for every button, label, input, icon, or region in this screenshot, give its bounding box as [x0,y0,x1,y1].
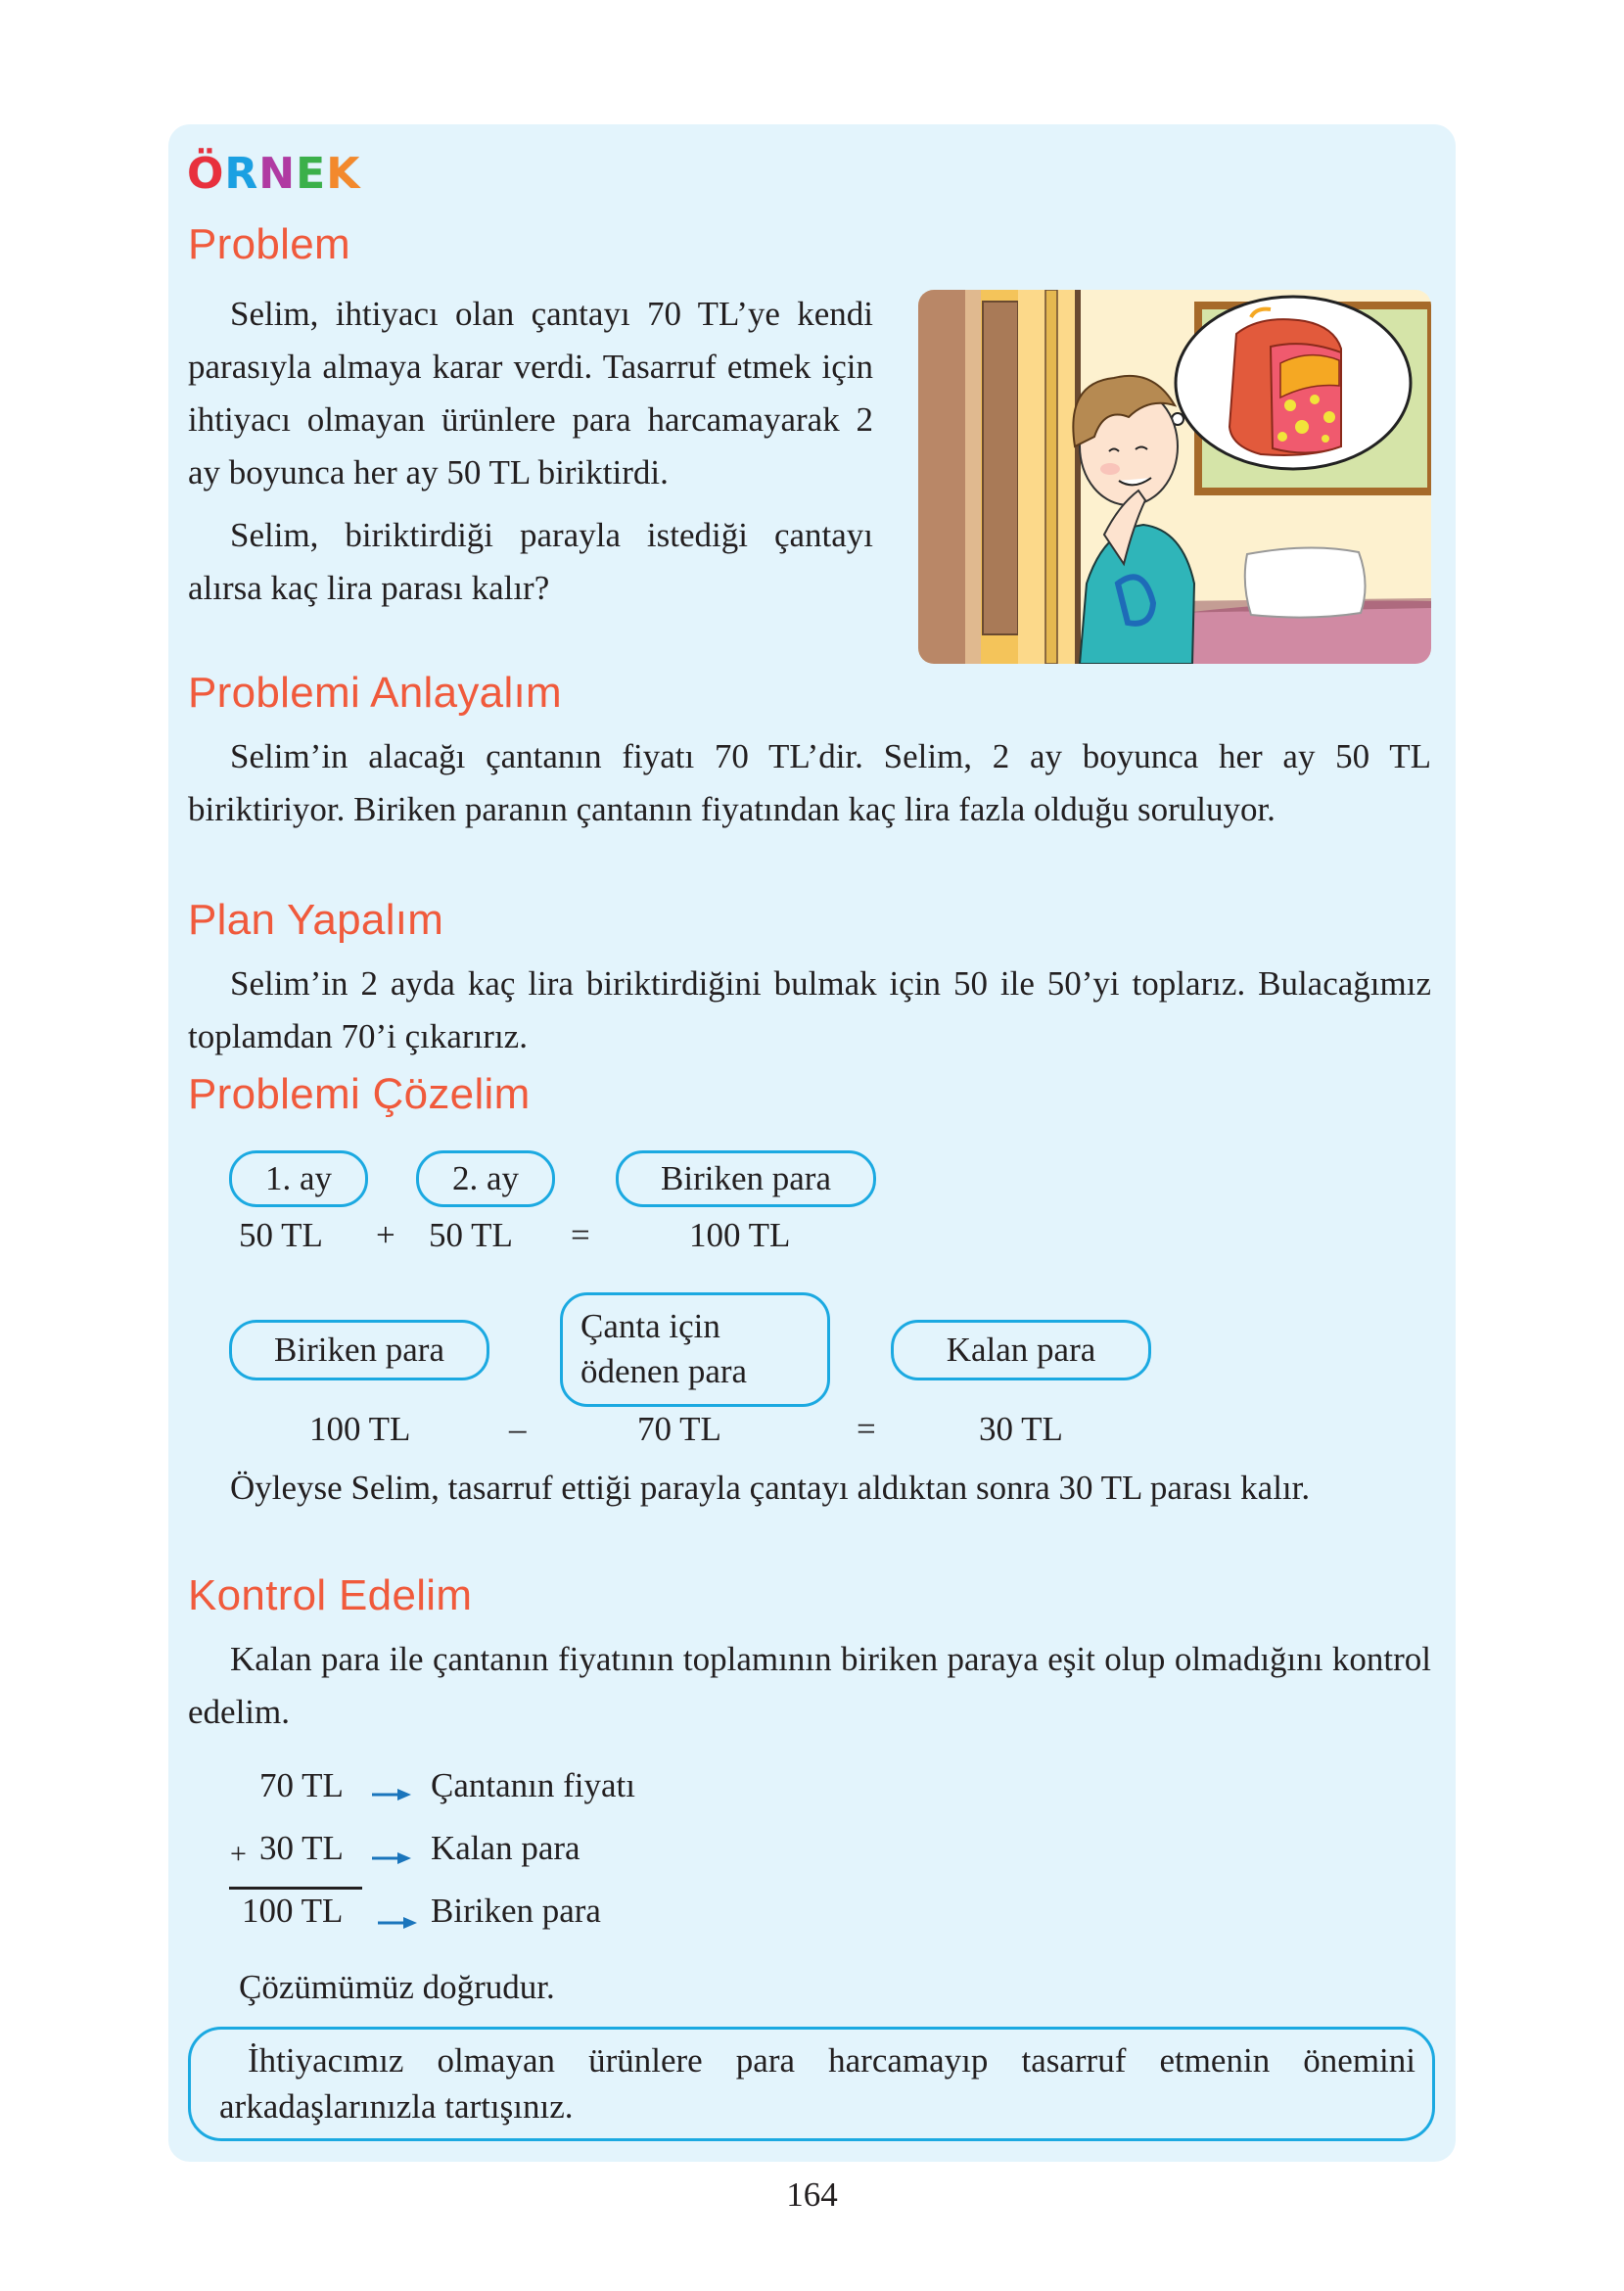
example-label-letter: Ö [187,149,225,199]
arrow-right-icon [372,1850,411,1866]
check-result: Çözümümüz doğrudur. [239,1968,555,2006]
discussion-note-text: İhtiyacımız olmayan ürünlere para harcamayıp tasarruf etmenin önemini arkadaşlarınızla tartışınız. [219,2041,1415,2126]
value-saved-total: 100 TL [689,1216,791,1254]
example-label-letter: N [258,149,297,199]
label-bubble-month-1: 1. ay [229,1150,368,1207]
check-value-bag-price: 70 TL [259,1766,344,1804]
label-bubble-saved-money: Biriken para [229,1320,489,1380]
value-saved-total: 100 TL [309,1410,411,1448]
check-desc-saved: Biriken para [431,1892,601,1930]
minus-operator: – [509,1410,527,1448]
arrow-right-icon [372,1787,411,1802]
example-label-letter: K [326,149,361,199]
plan-paragraph: Selim’in 2 ayda kaç lira biriktirdiğini bulmak için 50 ile 50’yi toplarız. Bulacağımız toplamdan 70’i çıkarırız. [188,964,1431,1055]
problem-text [188,288,873,615]
page-number: 164 [786,2175,838,2214]
label-bubble-remaining-money: Kalan para [891,1320,1151,1380]
heading-understand: Problemi Anlayalım [188,669,562,717]
example-label [187,147,360,202]
heading-check: Kontrol Edelim [188,1571,473,1619]
check-desc-remaining: Kalan para [431,1829,580,1867]
plus-operator: + [376,1216,395,1254]
heading-problem: Problem [188,220,350,268]
check-plus-sign: + [230,1838,247,1870]
check-paragraph: Kalan para ile çantanın fiyatının toplamının biriken paraya eşit olup olmadığını kontrol edelim. [188,1640,1431,1731]
value-month-2: 50 TL [429,1216,513,1254]
equals-operator: = [857,1410,876,1448]
illustration-image-icon [918,290,1431,664]
bag-payment-line-2: ödenen para [580,1352,748,1390]
label-bubble-month-2: 2. ay [416,1150,555,1207]
understand-text [188,730,1431,836]
bag-payment-line-1: Çanta için [580,1307,720,1345]
value-remaining: 30 TL [979,1410,1063,1448]
example-label-letter: R [224,149,259,199]
solve-conclusion [188,1465,1431,1511]
arrow-right-icon [378,1915,417,1931]
equals-operator: = [571,1216,590,1254]
value-month-1: 50 TL [239,1216,323,1254]
problem-paragraph: Selim, ihtiyacı olan çantayı 70 TL’ye kendi parasıyla almaya karar verdi. Tasarruf etmek için ihtiyacı olmayan ürünlere para harcamayarak 2 ay boyunca her ay 50 TL biriktirdi. [188,295,873,491]
understand-paragraph: Selim’in alacağı çantanın fiyatı 70 TL’dir. Selim, 2 ay boyunca her ay 50 TL biriktiriyor. Biriken paranın çantanın fiyatından kaç lira fazla olduğu soruluyor. [188,737,1431,828]
label-bubble-bag-payment [560,1292,830,1407]
value-bag-price: 70 TL [637,1410,721,1448]
heading-plan: Plan Yapalım [188,896,444,944]
check-value-remaining: 30 TL [259,1829,344,1867]
heading-solve: Problemi Çözelim [188,1070,531,1118]
check-value-saved: 100 TL [242,1892,344,1930]
label-bubble-saved-money: Biriken para [616,1150,876,1207]
problem-question: Selim, biriktirdiği parayla istediği çantayı alırsa kaç lira parası kalır? [188,516,873,607]
plan-text [188,958,1431,1063]
example-label-letter: E [296,149,327,199]
check-text [188,1633,1431,1739]
discussion-note-box [188,2027,1435,2141]
boy-thinking-illustration [918,290,1431,664]
conclusion-paragraph: Öyleyse Selim, tasarruf ettiği parayla çantayı aldıktan sonra 30 TL parası kalır. [230,1469,1311,1507]
check-desc-bag-price: Çantanın fiyatı [431,1766,635,1804]
